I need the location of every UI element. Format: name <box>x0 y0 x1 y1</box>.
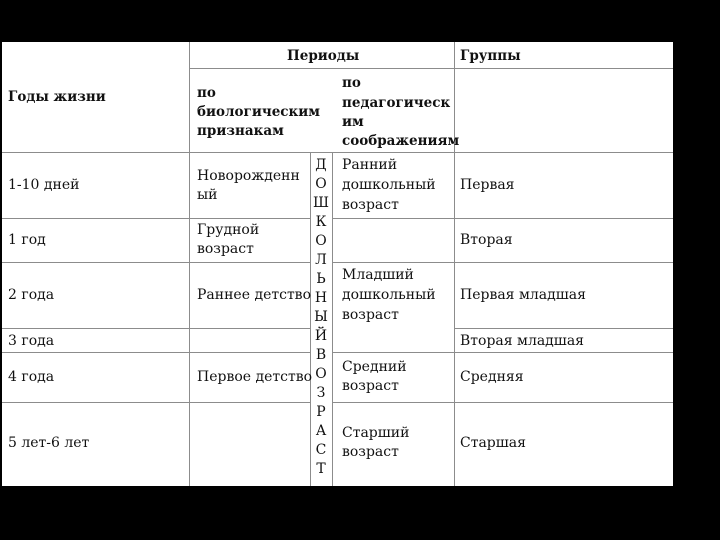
grid-line <box>2 402 310 403</box>
grid-line <box>454 42 455 486</box>
pedagogical-period-cell: Старший <box>342 425 410 441</box>
biological-period-cell: Грудной <box>197 222 260 238</box>
grid-line <box>189 68 673 69</box>
grid-line <box>310 152 311 486</box>
group-cell: Старшая <box>460 435 526 451</box>
pedagogical-period-cell: дошкольный <box>342 177 436 193</box>
biological-header-line: биологическим <box>197 104 321 120</box>
biological-period-cell: Новорожденн <box>197 168 300 184</box>
pedagogical-header-line: им <box>342 114 364 130</box>
grid-line <box>332 262 673 263</box>
biological-period-cell: Первое детство <box>197 369 313 385</box>
pedagogical-period-cell: Ранний <box>342 157 398 173</box>
grid-line <box>332 402 673 403</box>
group-cell: Первая <box>460 177 515 193</box>
pedagogical-period-cell: дошкольный <box>342 287 436 303</box>
age-cell: 1-10 дней <box>8 177 80 193</box>
pedagogical-period-cell: Младший <box>342 267 414 283</box>
age-cell: 4 года <box>8 369 55 385</box>
pedagogical-header-line: по <box>342 75 361 91</box>
grid-line <box>2 328 310 329</box>
group-cell: Средняя <box>460 369 524 385</box>
group-cell: Первая младшая <box>460 287 586 303</box>
grid-line <box>332 352 673 353</box>
biological-period-cell: Раннее детство <box>197 287 311 303</box>
biological-header-line: признакам <box>197 123 284 139</box>
preschool-age-vertical-label: ДОШКОЛЬНЫЙВОЗРАСТ <box>313 157 329 477</box>
grid-line <box>332 152 333 486</box>
grid-line <box>2 218 310 219</box>
grid-line <box>189 42 190 486</box>
pedagogical-period-cell: возраст <box>342 444 399 460</box>
grid-line <box>454 328 673 329</box>
biological-header-line: по <box>197 85 216 101</box>
groups-header: Группы <box>460 48 521 64</box>
group-cell: Вторая <box>460 232 513 248</box>
pedagogical-period-cell: Средний <box>342 359 407 375</box>
group-cell: Вторая младшая <box>460 333 584 349</box>
biological-period-cell: возраст <box>197 241 254 257</box>
pedagogical-header-line: соображениям <box>342 133 460 149</box>
years-of-life-header: Годы жизни <box>8 89 106 105</box>
age-periods-table <box>2 42 673 486</box>
pedagogical-period-cell: возраст <box>342 307 399 323</box>
grid-line <box>2 262 310 263</box>
biological-period-cell: ый <box>197 187 218 203</box>
age-cell: 1 год <box>8 232 46 248</box>
pedagogical-period-cell: возраст <box>342 197 399 213</box>
pedagogical-header-line: педагогическ <box>342 95 451 111</box>
age-cell: 3 года <box>8 333 55 349</box>
grid-line <box>2 152 673 153</box>
periods-header: Периоды <box>287 48 360 64</box>
pedagogical-period-cell: возраст <box>342 378 399 394</box>
age-cell: 2 года <box>8 287 55 303</box>
grid-line <box>332 218 673 219</box>
grid-line <box>2 352 310 353</box>
age-cell: 5 лет-6 лет <box>8 435 90 451</box>
